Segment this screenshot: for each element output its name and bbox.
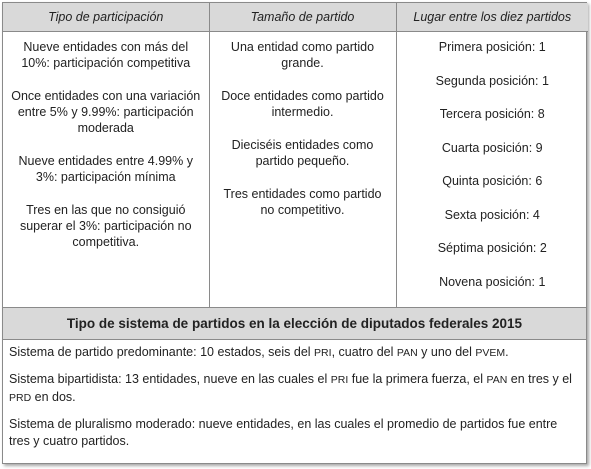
- tamano-item: Dieciséis entidades como partido pequeño.: [231, 138, 374, 168]
- tamano-item: Una entidad como partido grande.: [230, 40, 375, 70]
- posicion-item: Séptima posición: 2: [437, 241, 547, 255]
- summary-text: fue la primera fuerza, el: [348, 372, 487, 386]
- summary-predominante: [9, 344, 580, 362]
- party-pan: PAN: [396, 347, 418, 359]
- summary-table: [2, 2, 587, 464]
- tamano-cell: [209, 32, 396, 308]
- tamano-item: Tres entidades como partido no competitivo.: [223, 187, 382, 217]
- participacion-item: Nueve entidades con más del 10%: participación competitiva: [21, 40, 191, 70]
- posicion-item: Segunda posición: 1: [435, 73, 549, 88]
- summary-title: Tipo de sistema de partidos en la elección de diputados federales 2015: [3, 307, 586, 340]
- summary-text: Sistema bipartidista: 13 entidades, nueve en las cuales el: [9, 372, 331, 386]
- posiciones-cell: [396, 32, 588, 308]
- participacion-cell: [3, 32, 209, 308]
- posicion-item: Cuarta posición: 9: [441, 140, 543, 155]
- summary-bipartidista: [9, 371, 580, 407]
- header-tamano-partido: Tamaño de partido: [209, 3, 396, 32]
- summary-text: y uno del: [417, 345, 476, 359]
- header-lugar-partidos: Lugar entre los diez partidos: [396, 3, 588, 32]
- summary-pluralismo: Sistema de pluralismo moderado: nueve entidades, en las cuales el promedio de partidos fue entre tres y cuatro partidos.: [9, 417, 558, 448]
- summary-text: en tres y el: [507, 372, 572, 386]
- summary-text: .: [505, 345, 509, 359]
- participacion-item: Tres en las que no consiguió superar el 3%: participación no competitiva.: [19, 203, 192, 249]
- party-participation-table: [3, 3, 588, 307]
- posicion-item: Novena posición: 1: [439, 274, 546, 289]
- table-header-row: [3, 3, 588, 32]
- party-pri: PRI: [314, 347, 332, 359]
- participacion-item: Once entidades con una variación entre 5% y 9.99%: participación moderada: [11, 89, 201, 135]
- party-prd: PRD: [9, 392, 32, 404]
- posicion-item: Sexta posición: 4: [444, 207, 540, 222]
- header-tipo-participacion: Tipo de participación: [3, 3, 209, 32]
- tamano-item: Doce entidades como partido intermedio.: [221, 89, 384, 119]
- participacion-item: Nueve entidades entre 4.99% y 3%: participación mínima: [18, 154, 193, 184]
- posicion-item: Primera posición: 1: [438, 40, 546, 54]
- summary-text: en dos.: [31, 390, 76, 404]
- summary-text: Sistema de partido predominante: 10 estados, seis del: [9, 345, 315, 359]
- party-pri: PRI: [330, 374, 349, 386]
- summary-body: [3, 340, 586, 450]
- posicion-item: Quinta posición: 6: [442, 174, 543, 188]
- party-pan: PAN: [486, 374, 508, 386]
- party-pvem: PVEM: [475, 347, 506, 359]
- table-row: [3, 32, 588, 308]
- summary-text: , cuatro del: [331, 345, 397, 359]
- posicion-item: Tercera posición: 8: [439, 107, 545, 121]
